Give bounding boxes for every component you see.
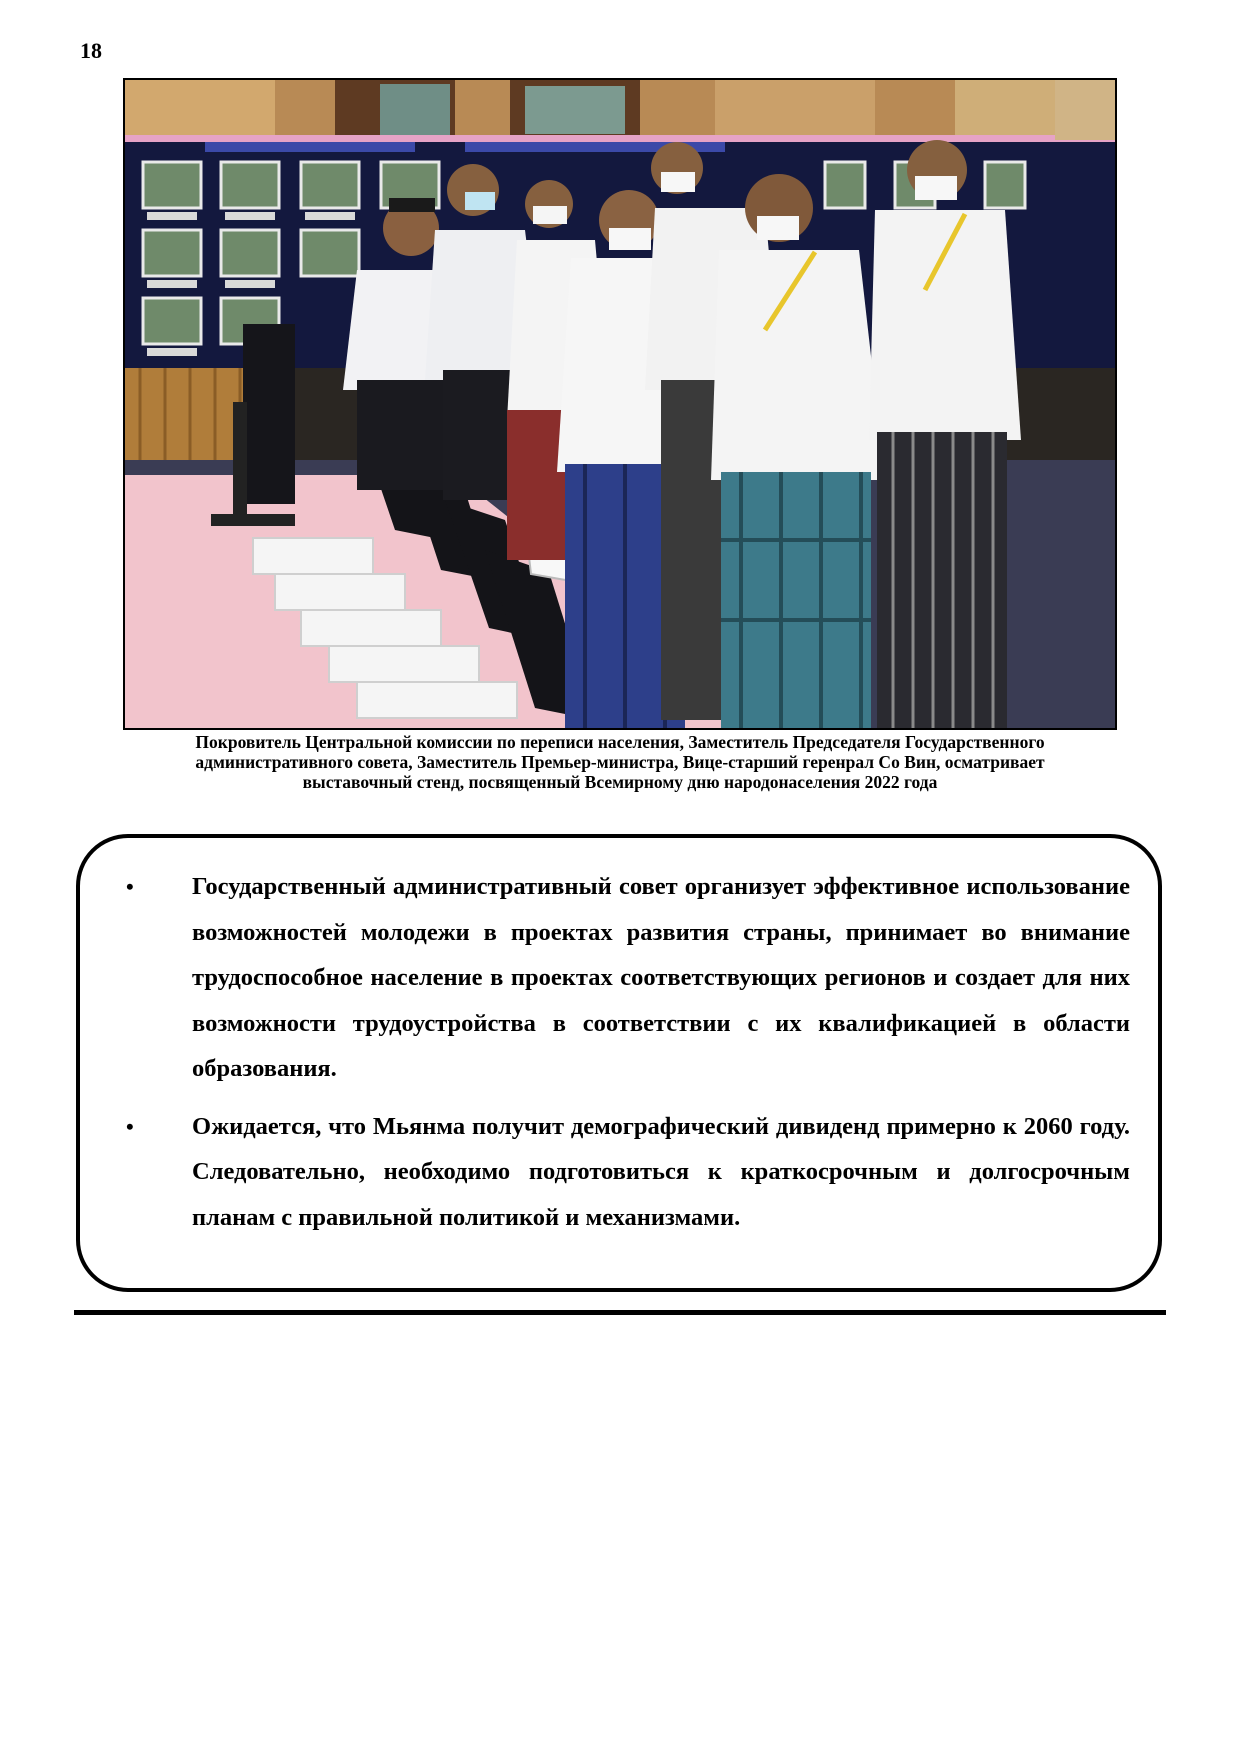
bullet-icon: •	[126, 1113, 134, 1139]
key-points-list	[108, 864, 1130, 1240]
exhibition-photo	[123, 78, 1117, 730]
photo-caption	[100, 732, 1140, 792]
key-points-box	[76, 834, 1162, 1292]
key-point-item	[108, 1104, 1130, 1241]
key-point-text: Ожидается, что Мьянма получит демографический дивиденд примерно к 2060 году. Следовательно, необходимо подготовиться к краткосрочным и долгосрочным планам с правильной политикой и механизмами.	[192, 1112, 1130, 1231]
caption-line: Покровитель Центральной комиссии по переписи населения, Заместитель Председателя Государственного	[195, 732, 1045, 752]
horizontal-rule	[74, 1310, 1166, 1315]
page-number: 18	[80, 38, 102, 63]
key-point-text: Государственный административный совет организует эффективное использование возможностей молодежи в проектах развития страны, принимает во внимание трудоспособное население в проектах соответствующих регионов и создает для них возможности трудоустройства в соответствии с их квалификацией в области образования.	[192, 873, 1130, 1082]
caption-line: выставочный стенд, посвященный Всемирному дню народонаселения 2022 года	[302, 772, 938, 792]
bullet-icon: •	[126, 874, 134, 899]
caption-line: административного совета, Заместитель Премьер-министра, Вице-старший геренрал Со Вин, осматривает	[195, 752, 1045, 772]
key-point-item	[108, 864, 1130, 1092]
exhibition-photo-illustration	[125, 80, 1115, 728]
